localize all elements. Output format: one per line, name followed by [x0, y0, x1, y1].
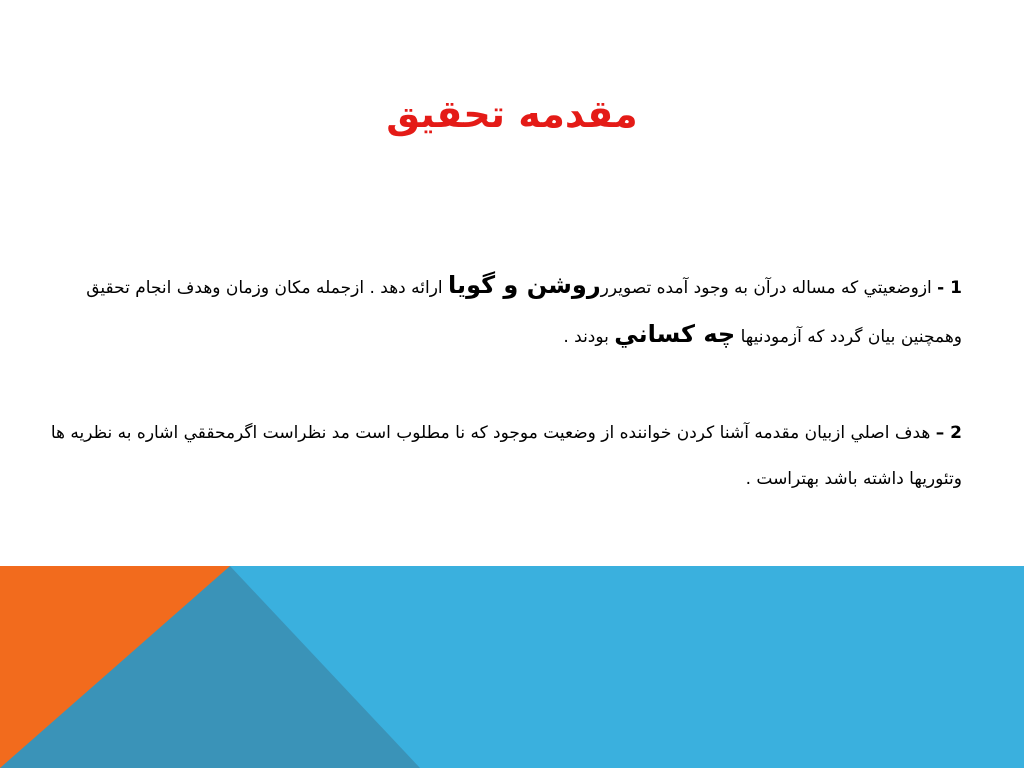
paragraph-2 — [2, 410, 962, 502]
paragraph-1-text-c: بودند . — [563, 327, 615, 347]
paragraph-2-text: هدف اصلي ازبيان مقدمه آشنا كردن خواننده از وضعيت موجود كه نا مطلوب است مد نظراست اگرمحققي اشاره به نظريه ها وتئوريها داشته باشد بهتراست . — [50, 423, 962, 489]
paragraph-1-number: 1 - — [937, 278, 962, 298]
paragraph-1-emphasis-b: چه كساني — [614, 320, 736, 348]
paragraph-1-text-a: ازوضعيتي كه مساله درآن به وجود آمده تصويرر — [600, 278, 938, 298]
slide-title: مقدمه تحقیق — [386, 92, 638, 136]
paragraph-1 — [82, 262, 962, 360]
paragraph-2-number: 2 – — [935, 423, 962, 443]
paragraph-1-text-b: ارائه دهد . ازجمله مكان وزمان وهدف انجام تحقيق وهمچنين بيان گردد كه آزمودنيها — [86, 278, 962, 347]
decorative-footer — [0, 566, 1024, 768]
paragraph-1-emphasis-a: روشن و گويا — [448, 271, 601, 299]
